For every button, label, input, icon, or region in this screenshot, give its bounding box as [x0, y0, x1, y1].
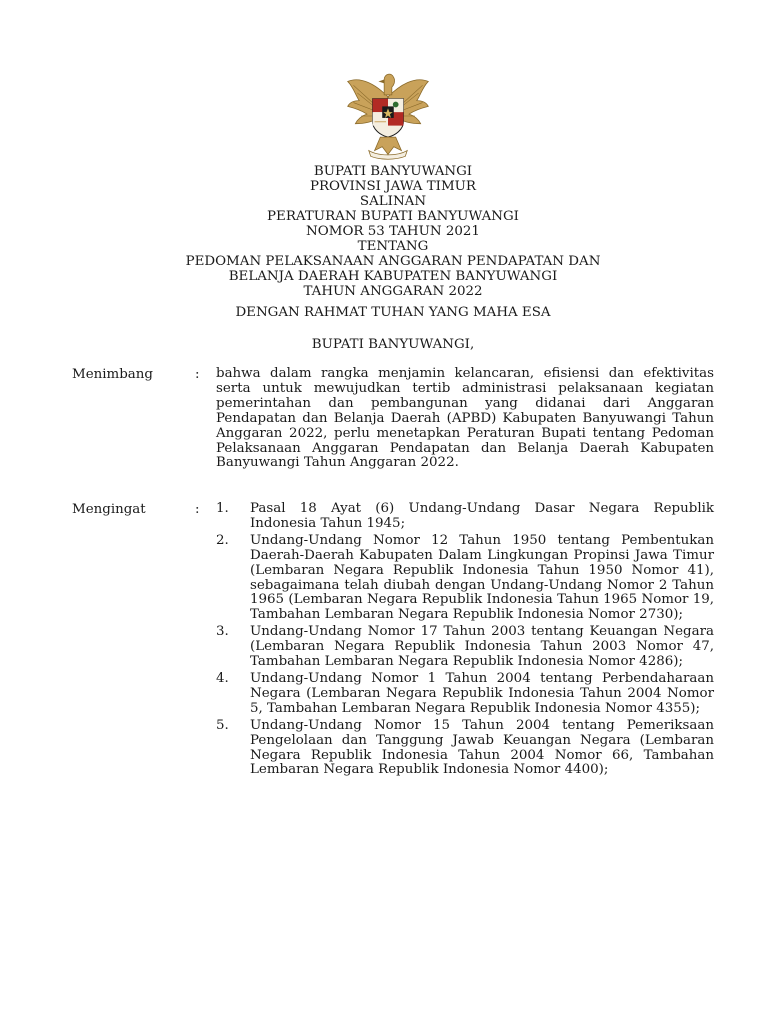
- document-header: [150, 164, 636, 299]
- list-item: [216, 719, 714, 779]
- list-item: [216, 625, 714, 670]
- mengingat-label: Mengingat: [72, 502, 146, 517]
- list-item-number: 2.: [216, 532, 229, 548]
- list-item-number: 5.: [216, 717, 229, 733]
- list-item-text: Pasal 18 Ayat (6) Undang-Undang Dasar Negara Republik Indonesia Tahun 1945;: [250, 501, 714, 531]
- header-line-title-3: TAHUN ANGGARAN 2022: [303, 284, 483, 299]
- list-item-text: Undang-Undang Nomor 17 Tahun 2003 tentang Keuangan Negara (Lembaran Negara Republik Indonesia Tahun 2003 Nomor 47, Tambahan Lembaran Negara Republik Indonesia Nomor 4286);: [250, 624, 714, 670]
- header-line-province: PROVINSI JAWA TIMUR: [309, 179, 477, 194]
- header-line-about: TENTANG: [357, 239, 429, 254]
- header-line-regulation: PERATURAN BUPATI BANYUWANGI: [267, 209, 519, 224]
- list-item-number: 3.: [216, 624, 229, 640]
- list-item: [216, 672, 714, 717]
- list-item-number: 1.: [216, 501, 229, 516]
- list-item: [216, 534, 714, 623]
- menimbang-text: bahwa dalam rangka menjamin kelancaran, efisiensi dan efektivitas serta untuk mewujudkan tertib administrasi pelaksanaan kegiatan pemerintahan dan pembangunan yang didanai dari Anggaran Pendapatan dan Belanja Daerah (APBD) Kabupaten Banyuwangi Tahun Anggaran 2022, perlu menetapkan Peraturan Bupati tentang Pedoman Pelaksanaan Anggaran Pendapatan dan Belanja Daerah Kabupaten Banyuwangi Tahun Anggaran 2022.: [216, 366, 714, 471]
- list-item-text: Undang-Undang Nomor 1 Tahun 2004 tentang Perbendaharaan Negara (Lembaran Negara Republik Indonesia Tahun 2004 Nomor 5, Tambahan Lembaran Negara Republik Indonesia Nomor 4355);: [250, 670, 714, 716]
- header-line-title-2: BELANJA DAERAH KABUPATEN BANYUWANGI: [228, 269, 558, 284]
- official-line: BUPATI BANYUWANGI,: [311, 337, 475, 352]
- list-item: [216, 502, 714, 532]
- header-line-regent: BUPATI BANYUWANGI: [313, 164, 473, 179]
- list-item-text: Undang-Undang Nomor 15 Tahun 2004 tentang Pemeriksaan Pengelolaan dan Tanggung Jawab Keuangan Negara (Lembaran Negara Republik Indonesia Tahun 2004 Nomor 66, Tambahan Lembaran Negara Republik Indonesia Nomor 4400);: [250, 717, 714, 778]
- header-line-number: NOMOR 53 TAHUN 2021: [306, 224, 480, 239]
- mengingat-list: [216, 502, 714, 780]
- garuda-pancasila-emblem-icon: [340, 68, 436, 164]
- header-line-title-1: PEDOMAN PELAKSANAAN ANGGARAN PENDAPATAN DAN: [185, 254, 601, 269]
- menimbang-colon: :: [195, 367, 200, 382]
- mengingat-colon: :: [195, 502, 200, 517]
- list-item-text: Undang-Undang Nomor 12 Tahun 1950 tentang Pembentukan Daerah-Daerah Kabupaten Dalam Lingkungan Propinsi Jawa Timur (Lembaran Negara Republik Indonesia Tahun 1950 Nomor 41), sebagaimana telah diubah dengan Undang-Undang Nomor 2 Tahun 1965 (Lembaran Negara Republik Indonesia Tahun 1965 Nomor 19, Tambahan Lembaran Negara Republik Indonesia Nomor 2730);: [250, 532, 714, 623]
- list-item-number: 4.: [216, 670, 229, 686]
- menimbang-label: Menimbang: [72, 367, 153, 382]
- blessing-line: DENGAN RAHMAT TUHAN YANG MAHA ESA: [235, 305, 551, 320]
- header-line-copy: SALINAN: [359, 194, 427, 209]
